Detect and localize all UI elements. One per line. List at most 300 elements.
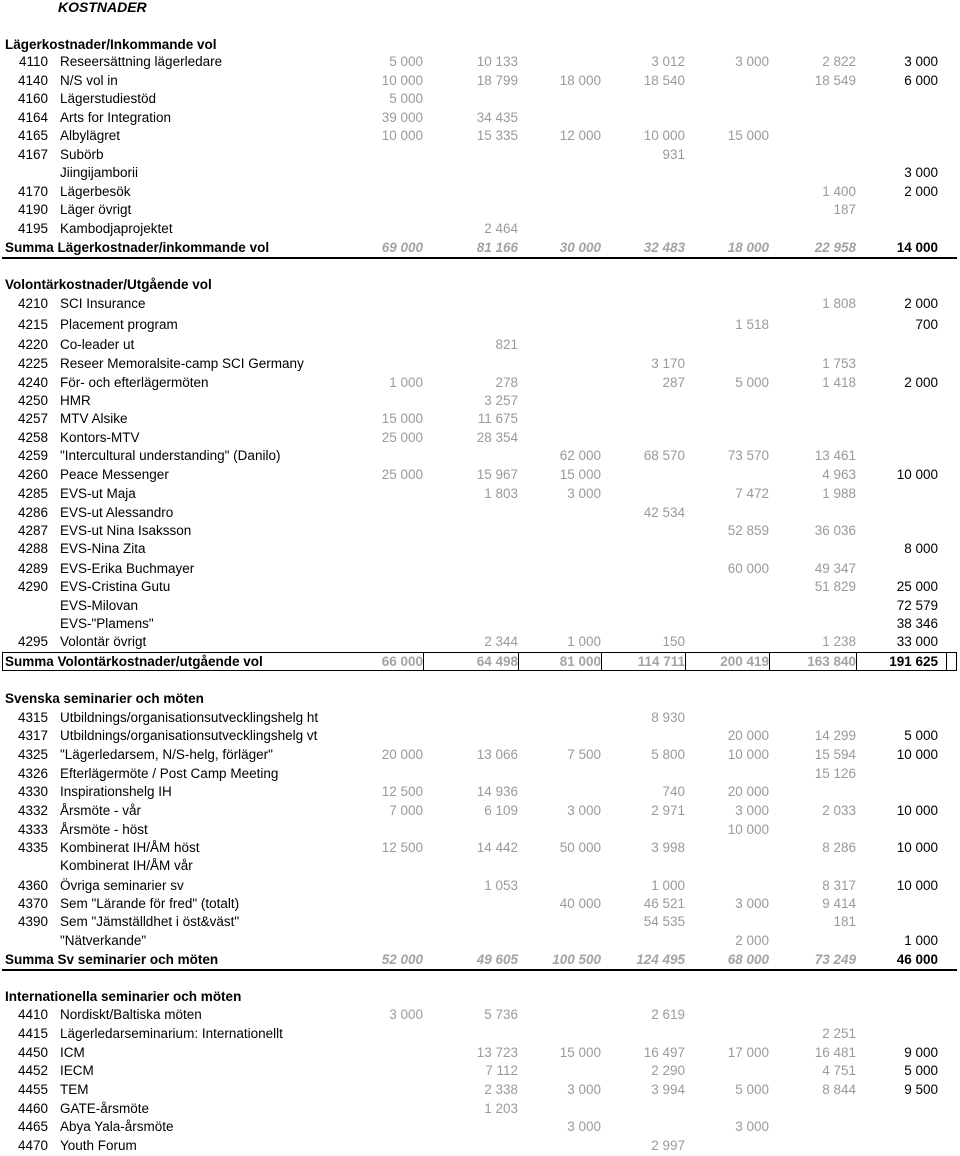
table-row — [0, 91, 960, 109]
amount-cell: 52 859 — [727, 523, 769, 538]
table-row — [0, 73, 960, 91]
amount-cell: 8 930 — [651, 710, 685, 725]
amount-cell: 34 435 — [476, 110, 518, 125]
account-description: Subörb — [60, 147, 104, 162]
account-code: 4288 — [17, 541, 48, 556]
table-row — [0, 1045, 960, 1063]
amount-cell: 15 000 — [727, 128, 769, 143]
amount-cell: 2 344 — [484, 634, 518, 649]
account-code: 4450 — [17, 1045, 48, 1060]
account-description: Inspirationshelg IH — [60, 784, 172, 799]
table-row — [0, 317, 960, 335]
amount-cell: 10 000 — [381, 73, 423, 88]
cell-divider — [685, 652, 686, 671]
account-code: 4286 — [17, 505, 48, 520]
table-row — [0, 221, 960, 239]
account-description: Youth Forum — [60, 1138, 137, 1153]
amount-cell: 2 971 — [651, 803, 685, 818]
account-description: Lägerledarseminarium: Internationellt — [60, 1026, 283, 1041]
account-code: 4335 — [17, 840, 48, 855]
amount-cell: 3 000 — [567, 1082, 601, 1097]
account-code: 4295 — [17, 634, 48, 649]
amount-cell: 2 822 — [822, 54, 856, 69]
account-code: 4240 — [17, 375, 48, 390]
amount-cell: 3 994 — [651, 1082, 685, 1097]
table-row — [0, 1082, 960, 1100]
summary-amount: 124 495 — [636, 952, 685, 967]
account-description: Lägerstudiestöd — [60, 91, 157, 106]
account-description: EVS-ut Alessandro — [60, 505, 174, 520]
table-row — [0, 1063, 960, 1081]
table-row — [0, 710, 960, 728]
account-description: Sem "Jämställdhet i öst&väst" — [60, 914, 240, 929]
amount-cell: 931 — [662, 147, 685, 162]
account-code: 4332 — [17, 803, 48, 818]
table-row — [0, 1101, 960, 1119]
amount-cell: 10 000 — [896, 467, 938, 482]
amount-cell: 278 — [495, 375, 518, 390]
table-row — [0, 896, 960, 914]
amount-cell: 25 000 — [381, 467, 423, 482]
account-description: EVS-Milovan — [60, 598, 139, 613]
summary-amount: 191 625 — [889, 654, 938, 669]
table-row — [0, 840, 960, 858]
amount-cell: 1 803 — [484, 486, 518, 501]
table-row — [0, 430, 960, 448]
amount-cell: 18 799 — [476, 73, 518, 88]
account-code: 4257 — [17, 411, 48, 426]
table-row — [0, 467, 960, 485]
amount-cell: 2 338 — [484, 1082, 518, 1097]
amount-cell: 1 808 — [822, 296, 856, 311]
amount-cell: 7 472 — [735, 486, 769, 501]
account-code: 4452 — [17, 1063, 48, 1078]
section-heading: Svenska seminarier och möten — [5, 691, 204, 706]
summary-amount: 22 958 — [814, 240, 856, 255]
account-description: Övriga seminarier sv — [60, 878, 184, 893]
account-code: 4220 — [17, 337, 48, 352]
account-code: 4285 — [17, 486, 48, 501]
amount-cell: 3 012 — [651, 54, 685, 69]
account-description: Kontors-MTV — [60, 430, 140, 445]
amount-cell: 25 000 — [381, 430, 423, 445]
table-row — [0, 784, 960, 802]
amount-cell: 33 000 — [896, 634, 938, 649]
amount-cell: 5 000 — [389, 91, 423, 106]
account-code: 4415 — [17, 1026, 48, 1041]
amount-cell: 8 000 — [904, 541, 938, 556]
amount-cell: 38 346 — [896, 616, 938, 631]
table-row — [0, 110, 960, 128]
summary-amount: 30 000 — [559, 240, 601, 255]
account-description: Lägerbesök — [60, 184, 131, 199]
table-row — [0, 356, 960, 374]
table-row — [0, 634, 960, 652]
amount-cell: 20 000 — [727, 784, 769, 799]
amount-cell: 3 257 — [484, 393, 518, 408]
amount-cell: 1 203 — [484, 1101, 518, 1116]
amount-cell: 8 844 — [822, 1082, 856, 1097]
account-code: 4164 — [17, 110, 48, 125]
account-code: 4195 — [17, 221, 48, 236]
account-description: GATE-årsmöte — [60, 1101, 150, 1116]
amount-cell: 4 963 — [822, 467, 856, 482]
amount-cell: 42 534 — [643, 505, 685, 520]
account-description: Utbildnings/organisationsutvecklingshelg vt — [60, 728, 318, 743]
account-description: Arts for Integration — [60, 110, 172, 125]
amount-cell: 7 112 — [485, 1063, 518, 1078]
table-row — [0, 1119, 960, 1137]
account-description: "Intercultural understanding" (Danilo) — [60, 448, 281, 463]
account-description: Efterlägermöte / Post Camp Meeting — [60, 766, 279, 781]
account-code: 4410 — [17, 1007, 48, 1022]
amount-cell: 68 570 — [643, 448, 685, 463]
amount-cell: 2 033 — [822, 803, 856, 818]
amount-cell: 3 000 — [567, 486, 601, 501]
amount-cell: 2 251 — [822, 1026, 856, 1041]
account-code: 4210 — [17, 296, 48, 311]
table-row — [0, 202, 960, 220]
account-code: 4315 — [17, 710, 48, 725]
summary-amount: 69 000 — [381, 240, 423, 255]
account-code: 4325 — [17, 747, 48, 762]
amount-cell: 7 500 — [567, 747, 601, 762]
account-code: 4290 — [17, 579, 48, 594]
amount-cell: 15 000 — [381, 411, 423, 426]
summary-label: Summa Sv seminarier och möten — [5, 952, 219, 967]
table-row — [0, 296, 960, 314]
amount-cell: 2 000 — [735, 933, 769, 948]
amount-cell: 36 036 — [814, 523, 856, 538]
amount-cell: 50 000 — [559, 840, 601, 855]
amount-cell: 1 518 — [735, 317, 769, 332]
table-row — [0, 165, 960, 183]
amount-cell: 12 000 — [559, 128, 601, 143]
summary-amount: 18 000 — [727, 240, 769, 255]
amount-cell: 181 — [833, 914, 856, 929]
account-description: EVS-ut Maja — [60, 486, 136, 501]
account-code: 4190 — [17, 202, 48, 217]
account-description: "Lägerledarsem, N/S-helg, förläger" — [60, 747, 273, 762]
amount-cell: 10 000 — [727, 747, 769, 762]
amount-cell: 1 753 — [822, 356, 856, 371]
summary-amount: 81 000 — [559, 654, 601, 669]
account-code: 4260 — [17, 467, 48, 482]
amount-cell: 16 497 — [643, 1045, 685, 1060]
account-code: 4455 — [17, 1082, 48, 1097]
amount-cell: 6 000 — [904, 73, 938, 88]
table-row — [0, 411, 960, 429]
amount-cell: 3 000 — [904, 165, 938, 180]
amount-cell: 3 000 — [735, 54, 769, 69]
summary-row — [0, 952, 960, 970]
amount-cell: 7 000 — [389, 803, 423, 818]
amount-cell: 3 000 — [567, 1119, 601, 1134]
account-description: Kombinerat IH/ÅM vår — [60, 858, 193, 873]
cell-divider — [946, 652, 947, 671]
amount-cell: 2 464 — [484, 221, 518, 236]
account-code: 4460 — [17, 1101, 48, 1116]
amount-cell: 17 000 — [727, 1045, 769, 1060]
table-row — [0, 878, 960, 896]
table-row — [0, 1026, 960, 1044]
amount-cell: 2 000 — [904, 184, 938, 199]
table-row — [0, 1138, 960, 1156]
account-code: 4465 — [17, 1119, 48, 1134]
amount-cell: 11 675 — [477, 411, 518, 426]
account-description: Volontär övrigt — [60, 634, 147, 649]
amount-cell: 9 500 — [904, 1082, 938, 1097]
account-code: 4165 — [17, 128, 48, 143]
table-row — [0, 375, 960, 393]
amount-cell: 821 — [495, 337, 518, 352]
amount-cell: 2 000 — [904, 375, 938, 390]
table-row — [0, 803, 960, 821]
account-description: IECM — [60, 1063, 94, 1078]
account-description: Kombinerat IH/ÅM höst — [60, 840, 200, 855]
account-code: 4317 — [17, 728, 48, 743]
account-description: Årsmöte - vår — [60, 803, 142, 818]
account-description: ICM — [60, 1045, 85, 1060]
account-description: HMR — [60, 393, 91, 408]
summary-row — [0, 240, 960, 258]
amount-cell: 1 400 — [822, 184, 856, 199]
table-row — [0, 1007, 960, 1025]
table-row — [0, 822, 960, 840]
account-description: Albylägret — [60, 128, 121, 143]
summary-amount: 49 605 — [476, 952, 518, 967]
table-row — [0, 486, 960, 504]
table-row — [0, 184, 960, 202]
amount-cell: 49 347 — [814, 561, 856, 576]
amount-cell: 39 000 — [381, 110, 423, 125]
amount-cell: 1 000 — [904, 933, 938, 948]
account-description: "Nätverkande" — [60, 933, 147, 948]
amount-cell: 8 286 — [822, 840, 856, 855]
amount-cell: 15 126 — [814, 766, 856, 781]
amount-cell: 5 000 — [904, 1063, 938, 1078]
account-code: 4170 — [17, 184, 48, 199]
amount-cell: 72 579 — [896, 598, 938, 613]
table-row — [0, 914, 960, 932]
amount-cell: 1 000 — [389, 375, 423, 390]
amount-cell: 287 — [662, 375, 685, 390]
amount-cell: 51 829 — [814, 579, 856, 594]
account-code: 4390 — [17, 914, 48, 929]
amount-cell: 5 000 — [735, 375, 769, 390]
amount-cell: 46 521 — [643, 896, 685, 911]
cell-divider — [856, 652, 857, 671]
summary-amount: 14 000 — [896, 240, 938, 255]
amount-cell: 5 000 — [389, 54, 423, 69]
account-description: EVS-Cristina Gutu — [60, 579, 171, 594]
amount-cell: 10 000 — [896, 747, 938, 762]
table-row — [0, 505, 960, 523]
amount-cell: 8 317 — [822, 878, 856, 893]
summary-underline — [2, 257, 957, 259]
account-description: För- och efterlägermöten — [60, 375, 209, 390]
amount-cell: 1 000 — [567, 634, 601, 649]
amount-cell: 13 723 — [476, 1045, 518, 1060]
summary-border — [2, 652, 957, 671]
amount-cell: 3 000 — [389, 1007, 423, 1022]
account-description: Läger övrigt — [60, 202, 132, 217]
cell-divider — [769, 652, 770, 671]
cell-divider — [601, 652, 602, 671]
amount-cell: 10 000 — [896, 803, 938, 818]
table-row — [0, 766, 960, 784]
amount-cell: 9 000 — [904, 1045, 938, 1060]
section-heading: Volontärkostnader/Utgående vol — [5, 277, 212, 292]
amount-cell: 54 535 — [643, 914, 685, 929]
account-description: Co-leader ut — [60, 337, 135, 352]
amount-cell: 6 109 — [484, 803, 518, 818]
table-row — [0, 933, 960, 951]
amount-cell: 28 354 — [476, 430, 518, 445]
amount-cell: 14 442 — [476, 840, 518, 855]
amount-cell: 15 594 — [814, 747, 856, 762]
account-description: Peace Messenger — [60, 467, 169, 482]
amount-cell: 62 000 — [559, 448, 601, 463]
amount-cell: 15 335 — [476, 128, 518, 143]
account-code: 4470 — [17, 1138, 48, 1153]
amount-cell: 10 000 — [381, 128, 423, 143]
account-code: 4326 — [17, 766, 48, 781]
amount-cell: 14 936 — [476, 784, 518, 799]
amount-cell: 150 — [662, 634, 685, 649]
amount-cell: 700 — [915, 317, 938, 332]
cell-divider — [423, 652, 424, 671]
amount-cell: 5 000 — [904, 728, 938, 743]
account-code: 4110 — [18, 54, 48, 69]
account-description: Reseersättning lägerledare — [60, 54, 223, 69]
amount-cell: 3 000 — [735, 1119, 769, 1134]
summary-amount: 66 000 — [381, 654, 423, 669]
account-description: Placement program — [60, 317, 178, 332]
table-row — [0, 561, 960, 579]
amount-cell: 740 — [662, 784, 685, 799]
amount-cell: 73 570 — [727, 448, 769, 463]
amount-cell: 40 000 — [559, 896, 601, 911]
amount-cell: 3 000 — [735, 803, 769, 818]
amount-cell: 12 500 — [381, 840, 423, 855]
amount-cell: 13 066 — [476, 747, 518, 762]
amount-cell: 1 000 — [651, 878, 685, 893]
account-description: EVS-Erika Buchmayer — [60, 561, 195, 576]
amount-cell: 2 290 — [651, 1063, 685, 1078]
table-row — [0, 448, 960, 466]
account-description: Utbildnings/organisationsutvecklingshelg ht — [60, 710, 319, 725]
account-code: 4330 — [17, 784, 48, 799]
table-row — [0, 128, 960, 146]
amount-cell: 14 299 — [814, 728, 856, 743]
account-description: SCI Insurance — [60, 296, 146, 311]
table-row — [0, 337, 960, 355]
amount-cell: 12 500 — [381, 784, 423, 799]
account-code: 4160 — [17, 91, 48, 106]
account-description: EVS-"Plamens" — [60, 616, 154, 631]
account-code: 4360 — [17, 878, 48, 893]
amount-cell: 1 053 — [484, 878, 518, 893]
amount-cell: 3 000 — [567, 803, 601, 818]
amount-cell: 10 000 — [643, 128, 685, 143]
table-row — [0, 747, 960, 765]
amount-cell: 15 000 — [559, 467, 601, 482]
summary-amount: 100 500 — [552, 952, 601, 967]
account-description: Sem "Lärande för fred" (totalt) — [60, 896, 240, 911]
amount-cell: 2 997 — [651, 1138, 685, 1153]
amount-cell: 20 000 — [727, 728, 769, 743]
amount-cell: 2 619 — [651, 1007, 685, 1022]
table-row — [0, 393, 960, 411]
account-description: Abya Yala-årsmöte — [60, 1119, 174, 1134]
table-row — [0, 728, 960, 746]
summary-amount: 52 000 — [381, 952, 423, 967]
summary-amount: 163 840 — [807, 654, 856, 669]
account-description: EVS-ut Nina Isaksson — [60, 523, 192, 538]
table-row — [0, 523, 960, 541]
amount-cell: 1 418 — [822, 375, 856, 390]
summary-amount: 46 000 — [896, 952, 938, 967]
table-row — [0, 598, 960, 616]
summary-underline — [2, 969, 957, 971]
account-description: Årsmöte - höst — [60, 822, 148, 837]
amount-cell: 3 000 — [904, 54, 938, 69]
summary-amount: 73 249 — [814, 952, 856, 967]
amount-cell: 60 000 — [727, 561, 769, 576]
amount-cell: 5 000 — [735, 1082, 769, 1097]
amount-cell: 10 000 — [727, 822, 769, 837]
amount-cell: 5 800 — [651, 747, 685, 762]
account-code: 4289 — [17, 561, 48, 576]
amount-cell: 3 170 — [651, 356, 685, 371]
table-row — [0, 54, 960, 72]
account-description: TEM — [60, 1082, 89, 1097]
section-heading: Lägerkostnader/Inkommande vol — [5, 37, 217, 52]
amount-cell: 25 000 — [896, 579, 938, 594]
account-description: Reseer Memoralsite-camp SCI Germany — [60, 356, 304, 371]
amount-cell: 187 — [833, 202, 856, 217]
account-description: N/S vol in — [60, 73, 118, 88]
amount-cell: 20 000 — [381, 747, 423, 762]
summary-amount: 64 498 — [476, 654, 518, 669]
summary-amount: 81 166 — [476, 240, 518, 255]
summary-label: Summa Lägerkostnader/inkommande vol — [5, 240, 270, 255]
amount-cell: 13 461 — [814, 448, 856, 463]
cell-divider — [518, 652, 519, 671]
account-code: 4167 — [17, 147, 48, 162]
amount-cell: 15 967 — [476, 467, 518, 482]
summary-label: Summa Volontärkostnader/utgående vol — [5, 654, 263, 669]
amount-cell: 2 000 — [904, 296, 938, 311]
account-code: 4258 — [17, 430, 48, 445]
account-code: 4287 — [17, 523, 48, 538]
amount-cell: 18 540 — [643, 73, 685, 88]
section-heading: Internationella seminarier och möten — [5, 989, 242, 1004]
summary-amount: 68 000 — [727, 952, 769, 967]
summary-amount: 114 711 — [637, 654, 685, 669]
account-code: 4225 — [17, 356, 48, 371]
account-code: 4333 — [17, 822, 48, 837]
summary-amount: 32 483 — [643, 240, 685, 255]
amount-cell: 10 133 — [476, 54, 518, 69]
account-description: Jiingijamborii — [60, 165, 139, 180]
amount-cell: 3 000 — [735, 896, 769, 911]
amount-cell: 10 000 — [896, 878, 938, 893]
table-row — [0, 579, 960, 597]
account-code: 4215 — [17, 317, 48, 332]
account-description: Kambodjaprojektet — [60, 221, 173, 236]
